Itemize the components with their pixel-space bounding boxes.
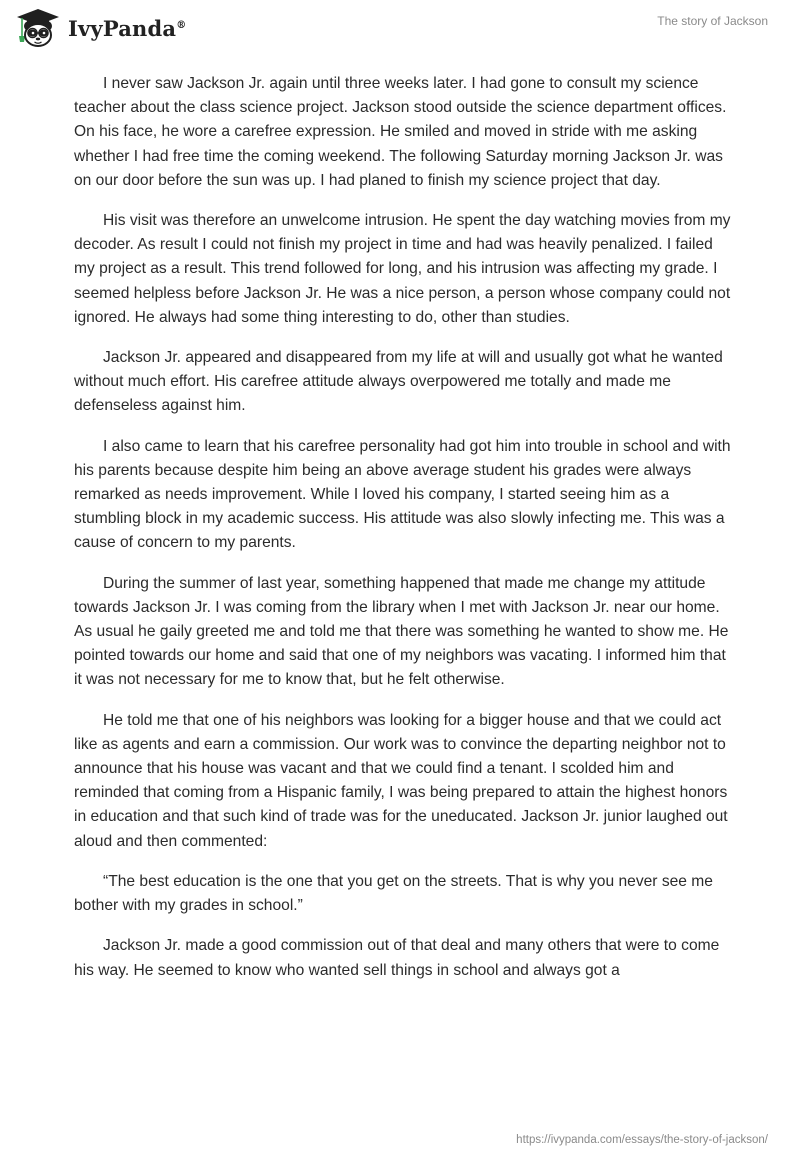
paragraph: During the summer of last year, something happened that made me change my attitude towards Jackson Jr. I was coming from the library when I met with Jackson Jr. near our home. As usual he gaily greeted me and told me that there was something he wanted to show me. He pointed towards our home and said that one of my neighbors was vacating. I informed him that it was not necessary for me to know that, but he felt otherwise. xyxy=(74,574,729,689)
brand-name: IvyPanda® xyxy=(68,15,187,41)
paragraph: I never saw Jackson Jr. again until three weeks later. I had gone to consult my science teacher about the class science project. Jackson stood outside the science department offices. On his face, he wore a carefree expression. He smiled and moved in stride with me asking whether I had free time the coming weekend. The following Saturday morning Jackson Jr. was on our door before the sun was up. I had planed to finish my science project that day. xyxy=(74,75,727,189)
paragraph: He told me that one of his neighbors was looking for a bigger house and that we could act like as agents and earn a commission. Our work was to convince the departing neighbor not to announce that his house was vacant and that we could find a tenant. I scolded him and reminded that coming from a Hispanic family, I was being prepared to attain the highest honors in education and that such kind of trade was for the uneducated. Jackson Jr. junior laughed out aloud and then commented: xyxy=(74,711,728,850)
page-header xyxy=(0,0,800,60)
document-title: The story of Jackson xyxy=(657,14,768,28)
paragraph: Jackson Jr. appeared and disappeared from my life at will and usually got what he wanted without much effort. His carefree attitude always overpowered me totally and made me defenseless against him. xyxy=(74,349,723,415)
paragraph: I also came to learn that his carefree personality had got him into trouble in school and with his parents because despite him being an above average student his grades were always remarked as needs improvement. While I loved his company, I started seeing him as a stumbling block in my academic success. His attitude was also slowly infecting me. This was a cause of concern to my parents. xyxy=(74,437,731,552)
paragraph: His visit was therefore an unwelcome intrusion. He spent the day watching movies from my decoder. As result I could not finish my project in time and had was heavily penalized. I failed my project as a result. This trend followed for long, and his intrusion was affecting my grade. I seemed helpless before Jackson Jr. He was a nice person, a person whose company could not ignored. He always had some thing interesting to do, other than studies. xyxy=(74,212,731,326)
source-url[interactable]: https://ivypanda.com/essays/the-story-of-jackson/ xyxy=(516,1134,768,1146)
quote-paragraph: “The best education is the one that you get on the streets. That is why you never see me bother with my grades in school.” xyxy=(74,872,713,915)
logo[interactable] xyxy=(14,6,186,50)
panda-graduate-logo-icon xyxy=(14,6,62,50)
essay-body xyxy=(74,72,734,999)
paragraph: Jackson Jr. made a good commission out of that deal and many others that were to come his way. He seemed to know who wanted sell things in school and always got a xyxy=(74,937,720,979)
